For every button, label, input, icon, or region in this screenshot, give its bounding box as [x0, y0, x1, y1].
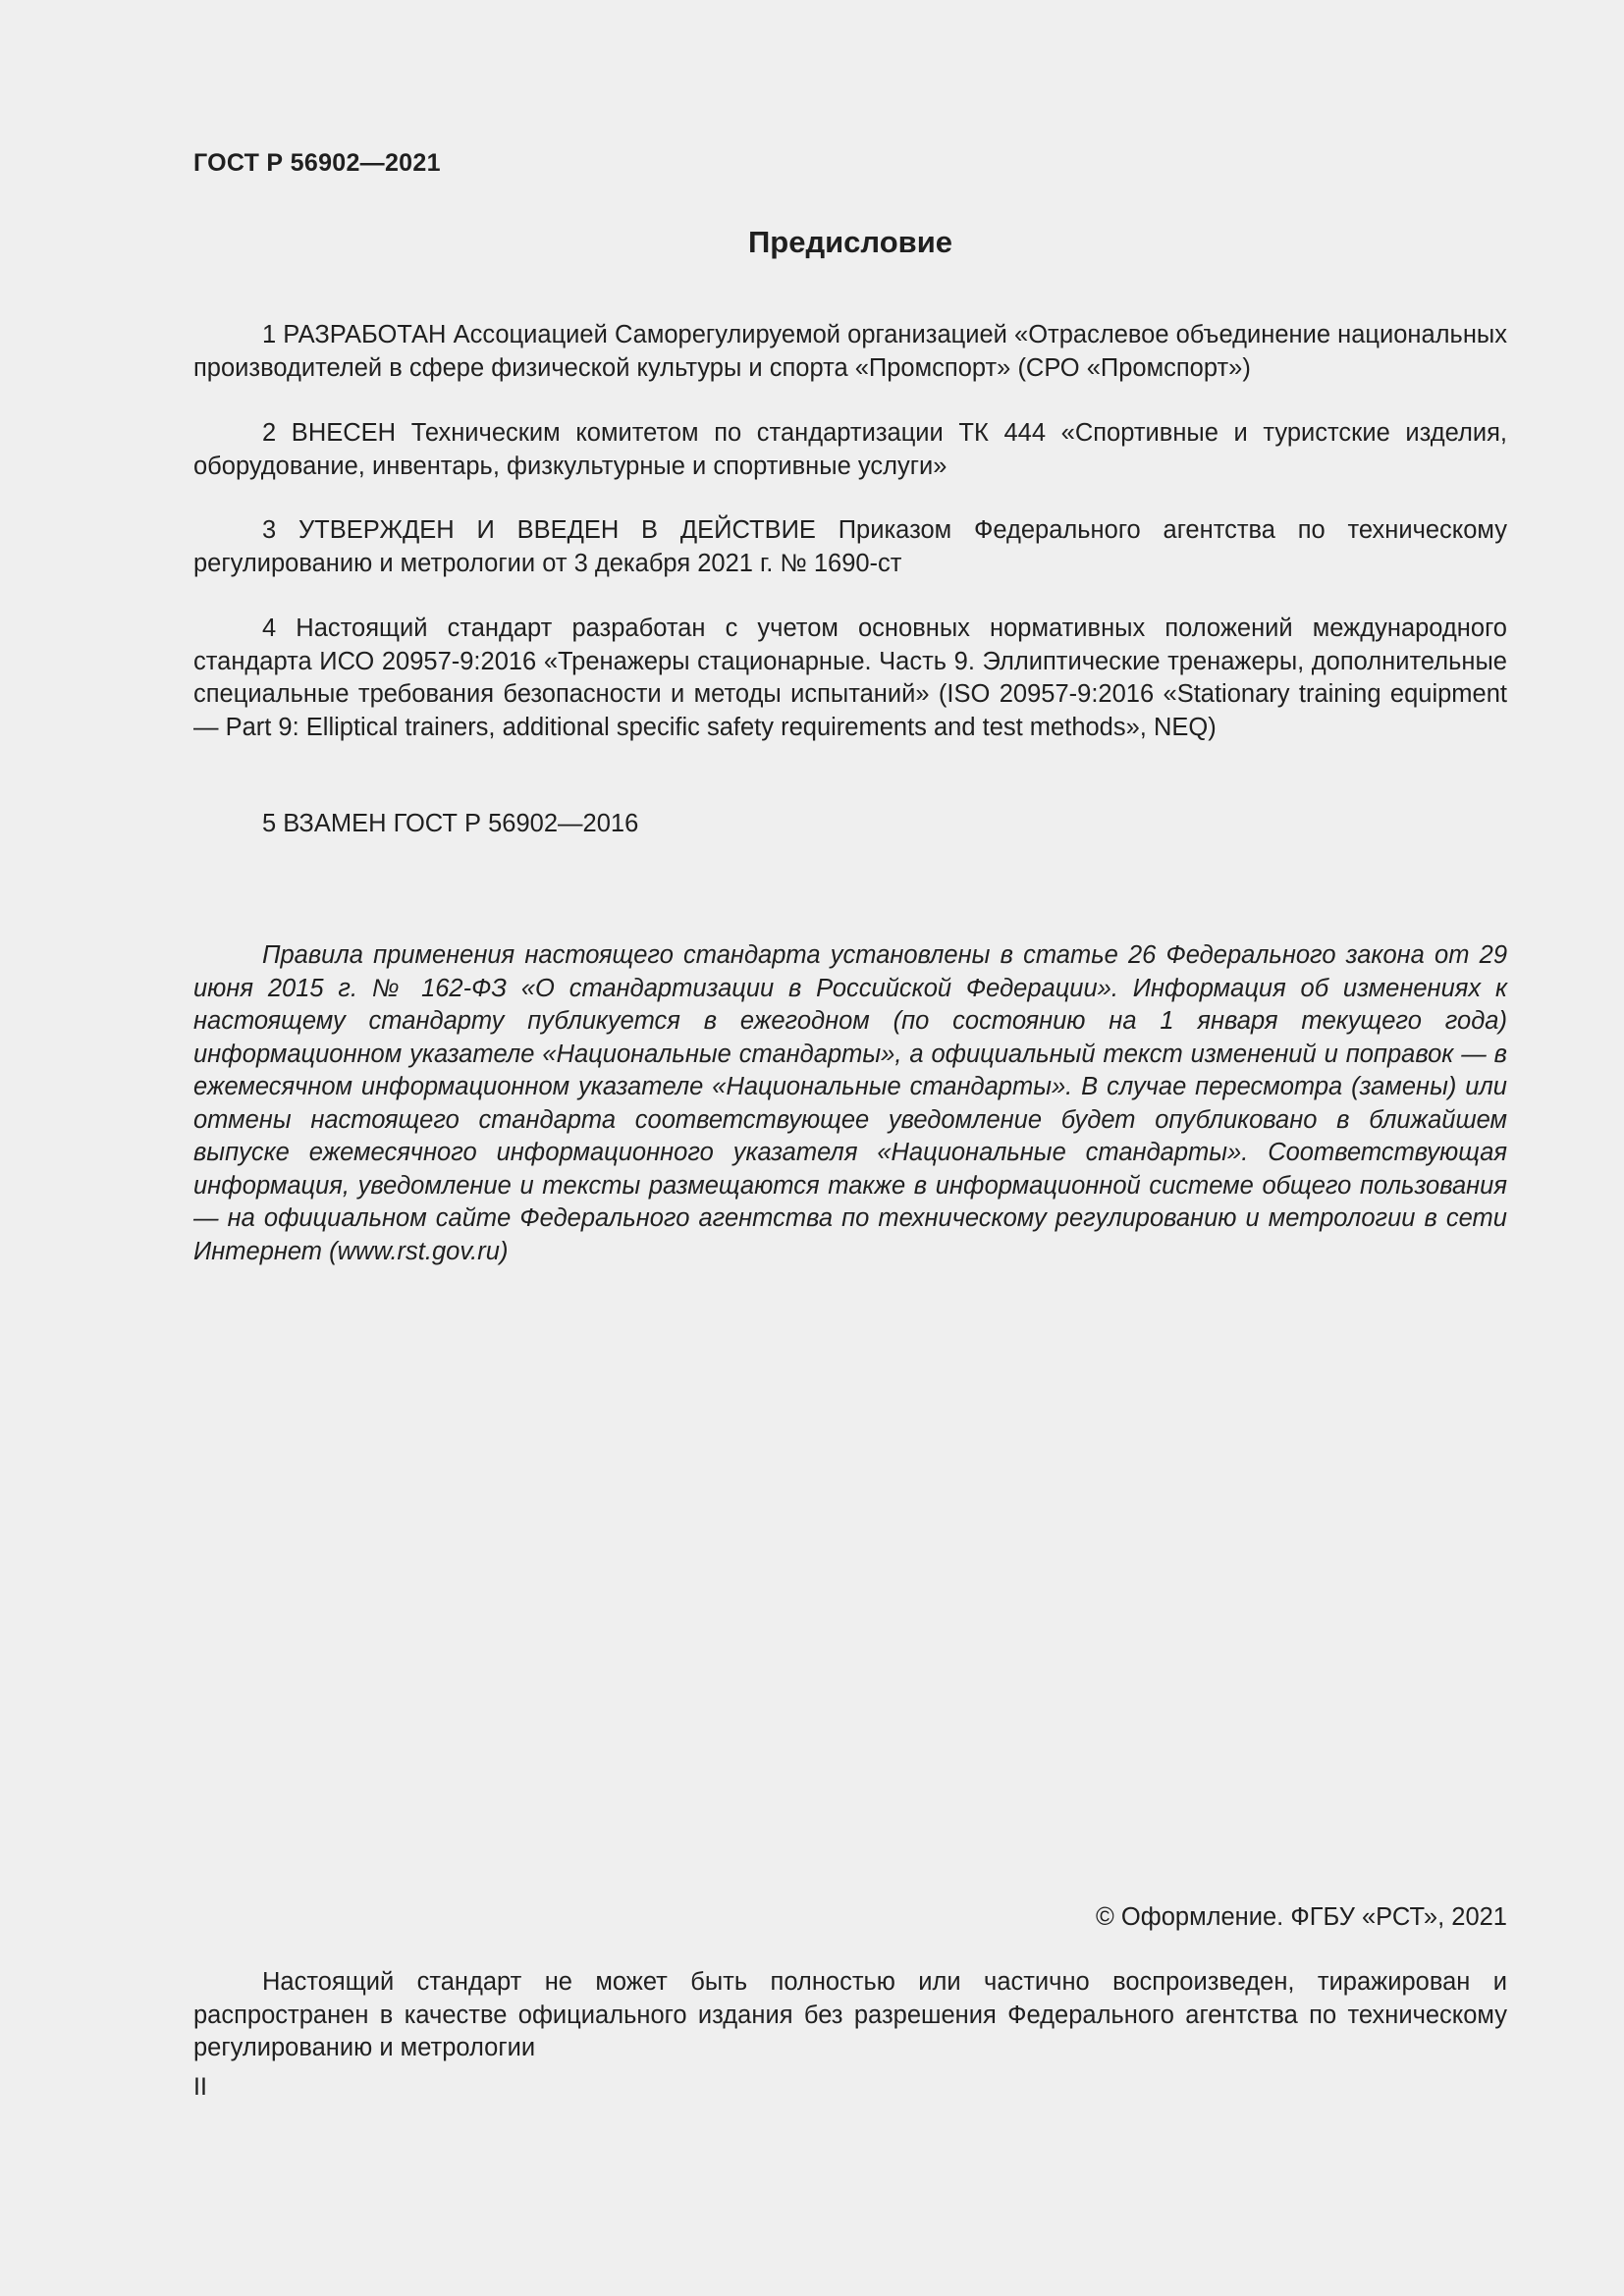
- page-title: Предисловие: [747, 225, 952, 259]
- page-number: II: [193, 2073, 207, 2101]
- copyright: © Оформление. ФГБУ «РСТ», 2021: [1096, 1903, 1507, 1931]
- reproduction-notice: Настоящий стандарт не может быть полностью или частично воспроизведен, тиражирован и распространен в качестве официального издания без разрешения Федерального агентства по техническому регулированию и метрологии: [193, 1968, 1507, 2061]
- rules-notice: Правила применения настоящего стандарта установлены в статье 26 Федерального закона от 29 июня 2015 г. № 162-ФЗ «О стандартизации в Российской Федерации». Информация об изменениях к настоящему стандарту публикуется в ежегодном (по состоянию на 1 января текущего года) информационном указателе «Национальные стандарты», а официальный текст изменений и поправок — в ежемесячном информационном указателе «Национальные стандарты». В случае пересмотра (замены) или отмены настоящего стандарта соответствующее уведомление будет опубликовано в ближайшем выпуске ежемесячного информационного указателя «Национальные стандарты». Соответствующая информация, уведомление и тексты размещаются также в информационной системе общего пользования — на официальном сайте Федерального агентства по техническому регулированию и метрологии в сети Интернет (www.rst.gov.ru): [193, 941, 1507, 1265]
- foreword-item-4: 4 Настоящий стандарт разработан с учетом основных нормативных положений международного стандарта ИСО 20957-9:2016 «Тренажеры стационарные. Часть 9. Эллиптические тренажеры, дополнительные специальные требования безопасности и методы испытаний» (ISO 20957-9:2016 «Stationary training equipment — Part 9: Elliptical trainers, additional specific safety requirements and test methods», NEQ): [193, 614, 1507, 741]
- foreword-item-3: 3 УТВЕРЖДЕН И ВВЕДЕН В ДЕЙСТВИЕ Приказом Федерального агентства по техническому регулированию и метрологии от 3 декабря 2021 г. № 1690-ст: [193, 516, 1507, 577]
- foreword-item-2: 2 ВНЕСЕН Техническим комитетом по стандартизации ТК 444 «Спортивные и туристские изделия, оборудование, инвентарь, физкультурные и спортивные услуги»: [193, 419, 1507, 480]
- foreword-item-1: 1 РАЗРАБОТАН Ассоциацией Саморегулируемой организацией «Отраслевое объединение национальных производителей в сфере физической культуры и спорта «Промспорт» (СРО «Промспорт»): [193, 321, 1507, 382]
- foreword-item-5: 5 ВЗАМЕН ГОСТ Р 56902—2016: [262, 810, 639, 837]
- document-id: ГОСТ Р 56902—2021: [193, 149, 441, 177]
